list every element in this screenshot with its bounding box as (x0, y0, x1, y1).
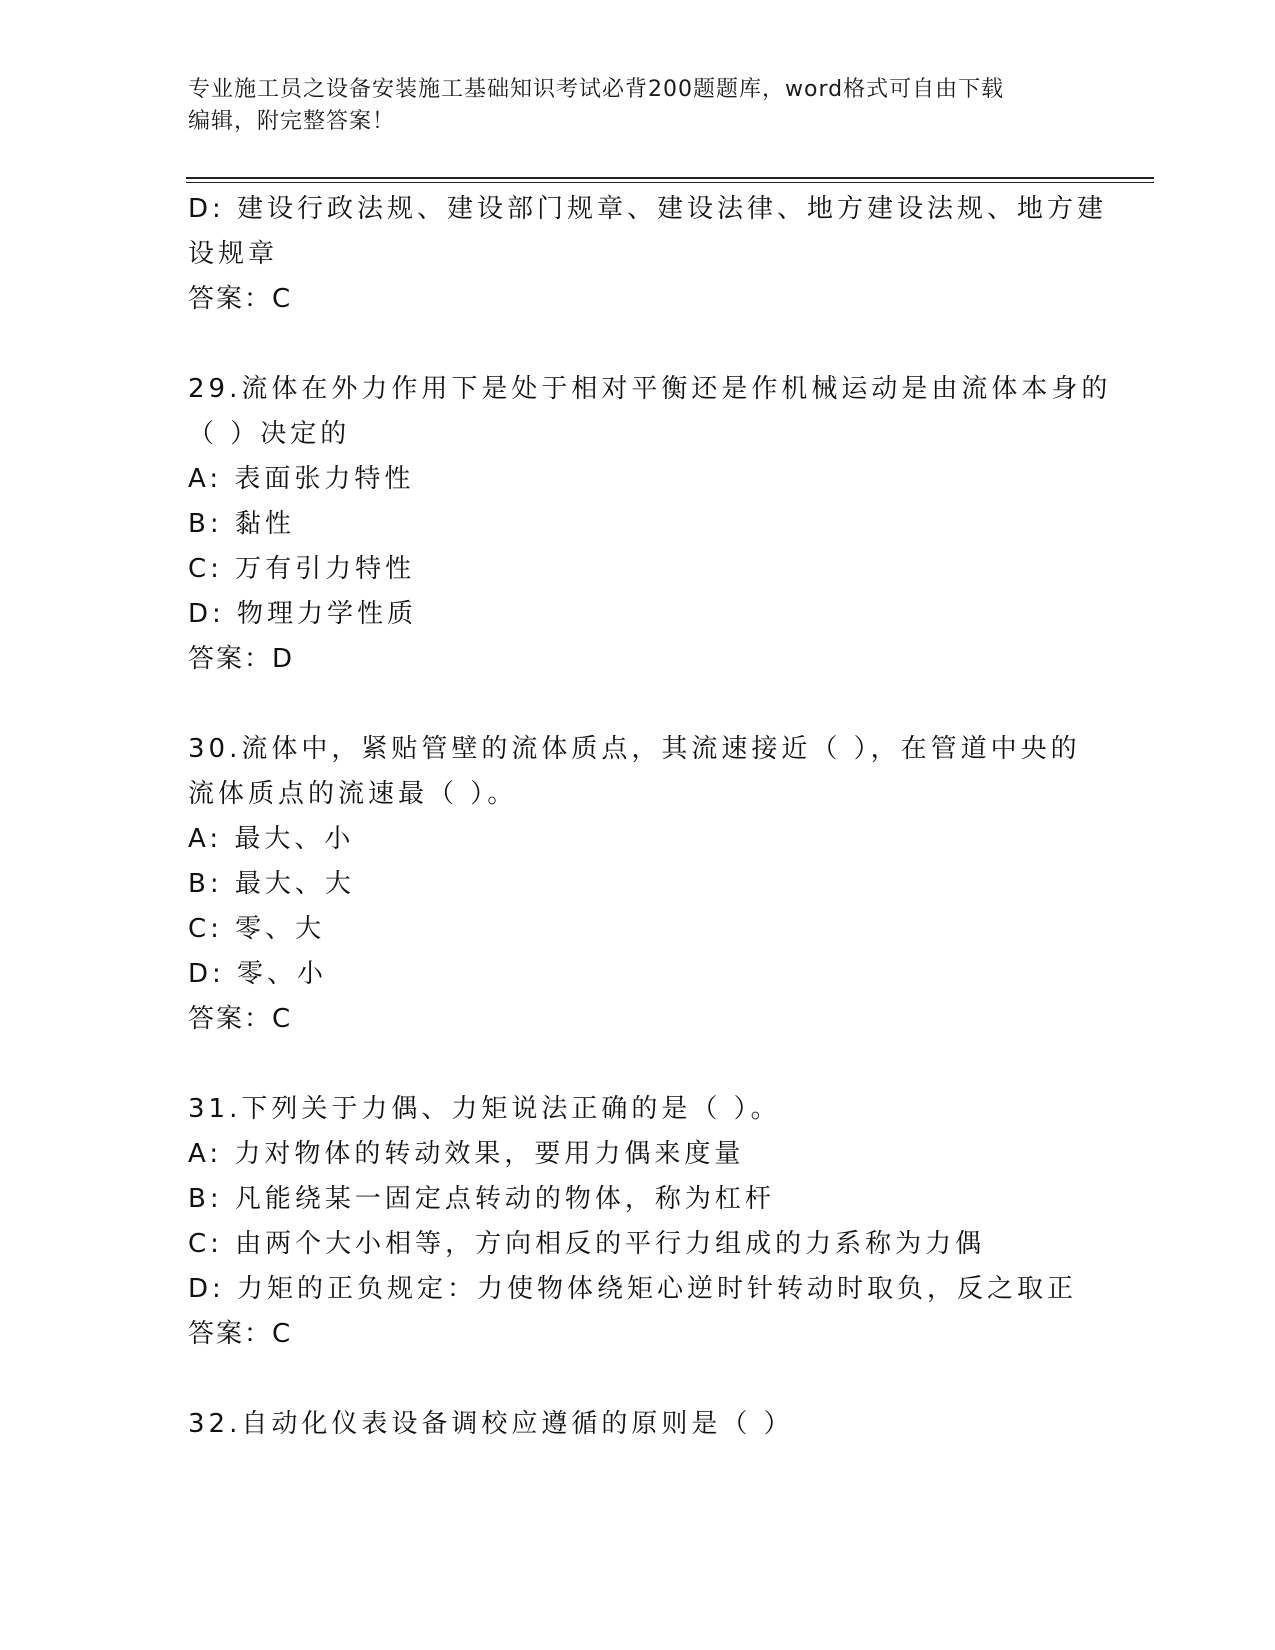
option-d: D: 零、小 (188, 959, 328, 989)
question-stem: 30.流体中，紧贴管壁的流体质点，其流速接近（ ），在管道中央的 (188, 734, 1081, 764)
question-30 (188, 727, 1088, 1042)
question-29 (188, 367, 1112, 682)
question-stem-continued: （ ）决定的 (188, 419, 351, 449)
answer: 答案：C (188, 1004, 293, 1034)
header-divider-thick (186, 177, 1154, 179)
option-d: D: 力矩的正负规定：力使物体绕矩心逆时针转动时取负，反之取正 (188, 1274, 1078, 1304)
option-c: C: 由两个大小相等，方向相反的平行力组成的力系称为力偶 (188, 1229, 986, 1259)
header-title-line-1: 专业施工员之设备安装施工基础知识考试必背200题题库，word格式可自由下载 (188, 77, 1005, 102)
option-b: B: 凡能绕某一固定点转动的物体，称为杠杆 (188, 1184, 775, 1214)
question-stem: 31.下列关于力偶、力矩说法正确的是（ ）。 (188, 1094, 781, 1124)
spacer (188, 1042, 1088, 1087)
option-a: A: 表面张力特性 (188, 464, 415, 494)
option-d-continued: 设规章 (188, 239, 279, 269)
option-c: C: 零、大 (188, 914, 326, 944)
question-32 (188, 1402, 1088, 1447)
option-d: D: 建设行政法规、建设部门规章、建设法律、地方建设法规、地方建 (188, 194, 1108, 224)
question-31 (188, 1087, 1088, 1357)
option-b: B: 黏性 (188, 509, 295, 539)
page-header (188, 74, 1068, 138)
question-stem: 29.流体在外力作用下是处于相对平衡还是作机械运动是由流体本身的 (188, 374, 1112, 404)
spacer (188, 322, 1088, 367)
question-list (188, 187, 1112, 1447)
question-stem-continued: 流体质点的流速最（ ）。 (188, 779, 518, 809)
question-28-tail (188, 187, 1108, 322)
option-d: D: 物理力学性质 (188, 599, 418, 629)
option-c: C: 万有引力特性 (188, 554, 416, 584)
question-stem: 32.自动化仪表设备调校应遵循的原则是（ ） (188, 1409, 794, 1439)
answer: 答案：C (188, 284, 293, 314)
option-a: A: 最大、小 (188, 824, 355, 854)
spacer (188, 1357, 1088, 1402)
option-a: A: 力对物体的转动效果，要用力偶来度量 (188, 1139, 745, 1169)
answer: 答案：D (188, 644, 295, 674)
answer: 答案：C (188, 1319, 293, 1349)
option-b: B: 最大、大 (188, 869, 355, 899)
header-divider-thin (186, 182, 1154, 183)
spacer (188, 682, 1088, 727)
header-title-line-2: 编辑，附完整答案！ (188, 109, 396, 134)
